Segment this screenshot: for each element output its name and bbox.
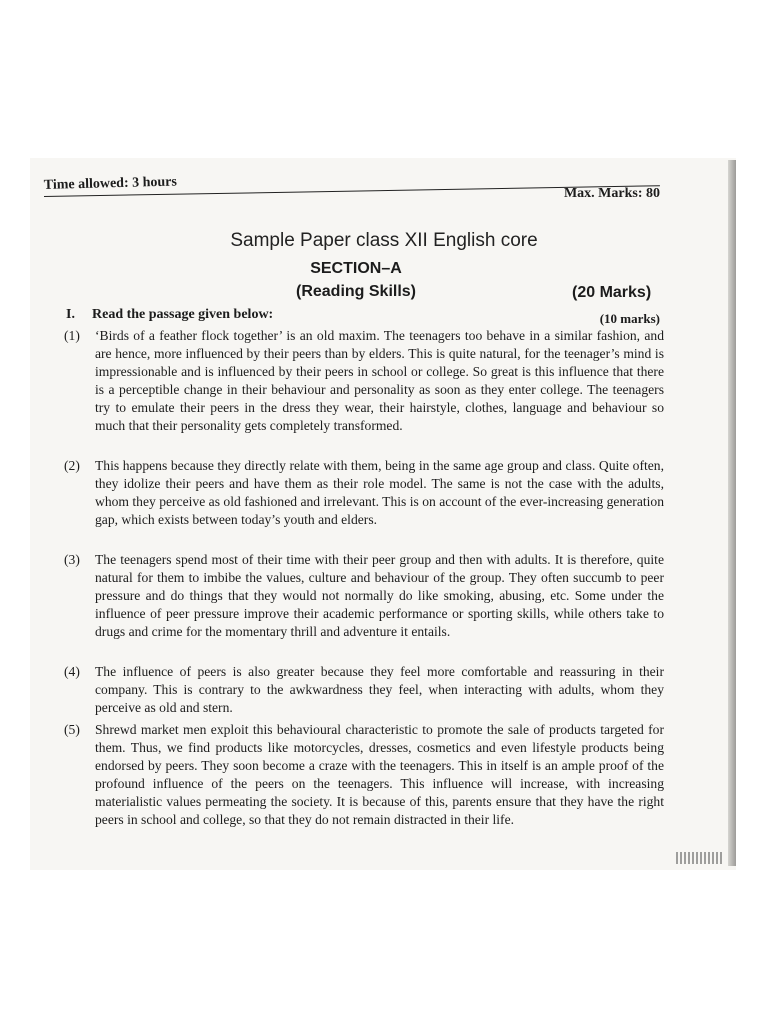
paragraph-text: ‘Birds of a feather flock together’ is an old maxim. The teenagers too behave in a similar fashion, and are hence, more influenced by their peers than by elders. This is quite natural, for the teenager’s mind is impressionable and is influenced by their peers in school or college. So great is this influence that there is a perceptible change in their behaviour and personality as soon as they enter college. The teenagers try to emulate their peers in the dress they wear, their hairstyle, clothes, language and behaviour so much that their personality gets completely transformed. — [95, 328, 664, 433]
passage-paragraph-5 — [64, 721, 664, 829]
paragraph-number: (2) — [64, 458, 80, 473]
barcode-mark — [676, 852, 724, 864]
paragraph-text: This happens because they directly relate with them, being in the same age group and class. Quite often, they idolize their peers and have them as their role model. The same is not the case with the adults, whom they perceive as old fashioned and irrelevant. This is on account of the ever-increasing generation gap, which exists between today’s youth and elders. — [95, 458, 664, 527]
passage-paragraph-2 — [64, 457, 664, 529]
paragraph-text: Shrewd market men exploit this behavioural characteristic to promote the sale of products targeted for them. Thus, we find products like motorcycles, dresses, cosmetics and even lifestyle products being endorsed by peers. They soon become a craze with the teenagers. This in itself is an ample proof of the profound influence of the peers on the teenagers. This influence will increase, with increasing materialistic values permeating the society. It is because of this, parents ensure that they have the right peers in school and college, so that they do not remain distracted in their life. — [95, 722, 664, 827]
question-marks: (10 marks) — [599, 311, 660, 326]
section-marks: (20 Marks) — [572, 284, 652, 301]
question-instruction: Read the passage given below: — [92, 307, 274, 322]
time-allowed: Time allowed: 3 hours — [43, 174, 178, 194]
paper-title: Sample Paper class XII English core — [230, 230, 538, 251]
page-edge-shadow — [728, 160, 736, 866]
paragraph-number: (3) — [64, 552, 80, 567]
section-title: SECTION–A — [310, 260, 402, 277]
passage-paragraph-4 — [64, 663, 664, 717]
passage-paragraph-3 — [64, 551, 664, 641]
paragraph-text: The influence of peers is also greater because they feel more comfortable and reassuring in their company. This is contrary to the awkwardness they feel, when interacting with adults, whom they perceive as old and stern. — [95, 664, 664, 715]
max-marks: Max. Marks: 80 — [563, 186, 660, 201]
paragraph-number: (1) — [64, 328, 80, 343]
question-row — [66, 307, 660, 327]
paragraph-number: (4) — [64, 664, 80, 679]
passage-paragraph-1 — [64, 327, 664, 435]
question-number: I. — [66, 307, 75, 322]
section-subtitle: (Reading Skills) — [295, 283, 417, 300]
paragraph-text: The teenagers spend most of their time with their peer group and then with adults. It is therefore, quite natural for them to imbibe the values, culture and behaviour of the group. They often succumb to peer pressure and do things that they would not normally do like smoking, abusing, etc. Some under the influence of peer pressure improve their academic performance or sporting skills, while others take to drugs and crime for the momentary thrill and adventure it entails. — [95, 552, 664, 639]
paragraph-number: (5) — [64, 722, 80, 737]
